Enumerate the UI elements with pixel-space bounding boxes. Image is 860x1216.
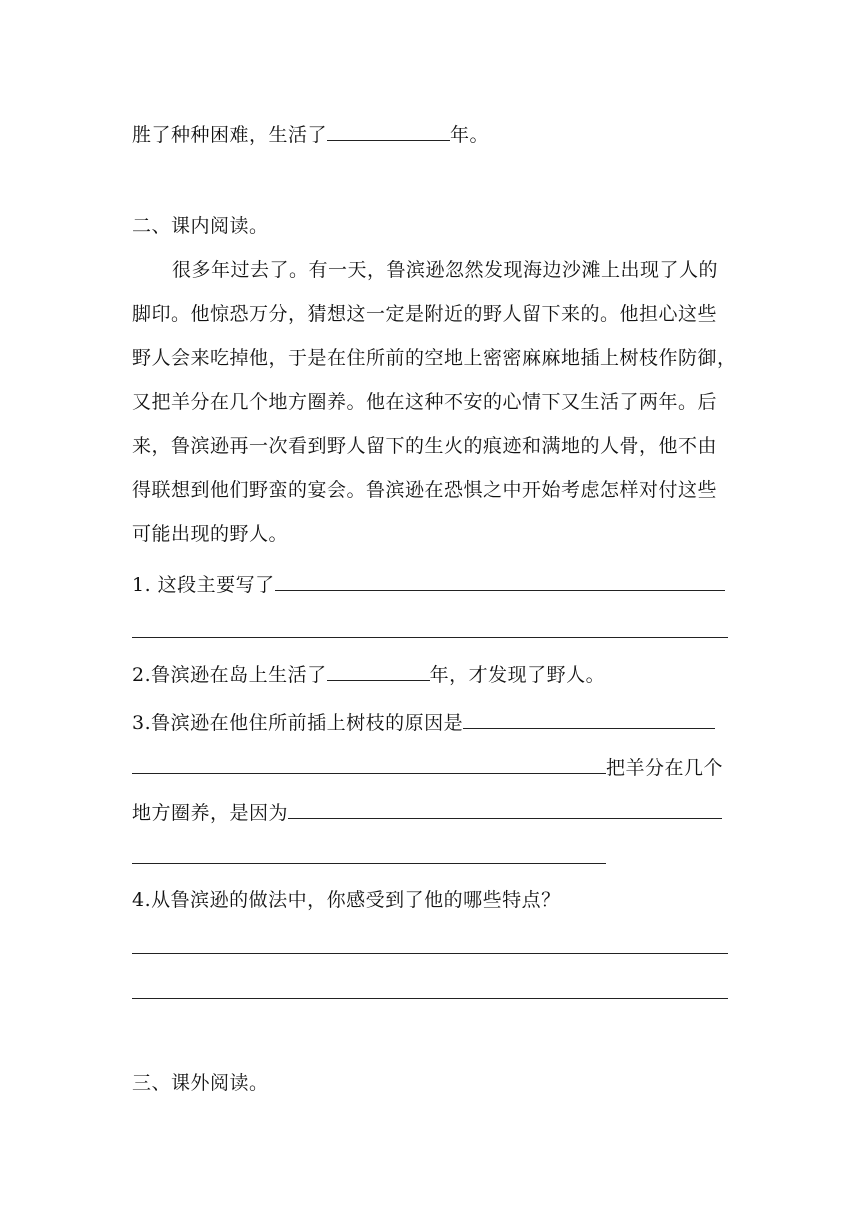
fill-in-line-years (132, 122, 489, 147)
question-2-text: 2.鲁滨逊在岛上生活了 (132, 664, 327, 686)
question-1-text: 1. 这段主要写了 (132, 574, 275, 596)
section-heading-in-class-reading: 二、课内阅读。 (132, 215, 269, 237)
answer-blank-q1[interactable] (275, 572, 725, 591)
question-3-continued (132, 755, 723, 780)
passage-line: 可能出现的野人。 (132, 523, 289, 545)
passage-line: 得联想到他们野蛮的宴会。鲁滨逊在恐惧之中开始考虑怎样对付这些 (132, 479, 718, 501)
section-heading-extracurricular-reading: 三、课外阅读。 (132, 1072, 269, 1094)
answer-line-q3[interactable] (132, 863, 606, 864)
question-1 (132, 572, 725, 597)
passage-line: 来，鲁滨逊再一次看到野人留下的生火的痕迹和满地的人骨，他不由 (132, 435, 718, 457)
question-2 (132, 662, 605, 687)
top-line-suffix: 年。 (450, 124, 490, 146)
answer-blank-q3-reason[interactable] (463, 710, 715, 729)
passage-line: 又把羊分在几个地方圈养。他在这种不安的心情下又生活了两年。后 (132, 391, 718, 413)
passage-line: 很多年过去了。有一天，鲁滨逊忽然发现海边沙滩上出现了人的 (172, 259, 719, 281)
question-2-suffix: 年，才发现了野人。 (429, 664, 606, 686)
question-3-part2 (132, 800, 722, 825)
question-3-middle-text: 把羊分在几个 (606, 757, 724, 779)
passage-line: 野人会来吃掉他，于是在住所前的空地上密密麻麻地插上树枝作防御， (132, 347, 737, 369)
answer-line-q4-1[interactable] (132, 953, 728, 954)
answer-line-q4-2[interactable] (132, 998, 728, 999)
answer-blank-q2[interactable] (327, 662, 430, 681)
answer-blank-q3-reason-cont[interactable] (132, 755, 606, 774)
answer-line-q1[interactable] (132, 637, 728, 638)
answer-blank-years[interactable] (327, 122, 450, 141)
question-3 (132, 710, 715, 735)
answer-blank-q3-because[interactable] (288, 800, 722, 819)
question-3-third-text: 地方圈养，是因为 (132, 802, 289, 824)
question-4: 4.从鲁滨逊的做法中，你感受到了他的哪些特点？ (132, 889, 561, 911)
top-line-text: 胜了种种困难，生活了 (132, 124, 328, 146)
passage-line: 脚印。他惊恐万分，猜想这一定是附近的野人留下来的。他担心这些 (132, 303, 718, 325)
question-3-text: 3.鲁滨逊在他住所前插上树枝的原因是 (132, 712, 464, 734)
